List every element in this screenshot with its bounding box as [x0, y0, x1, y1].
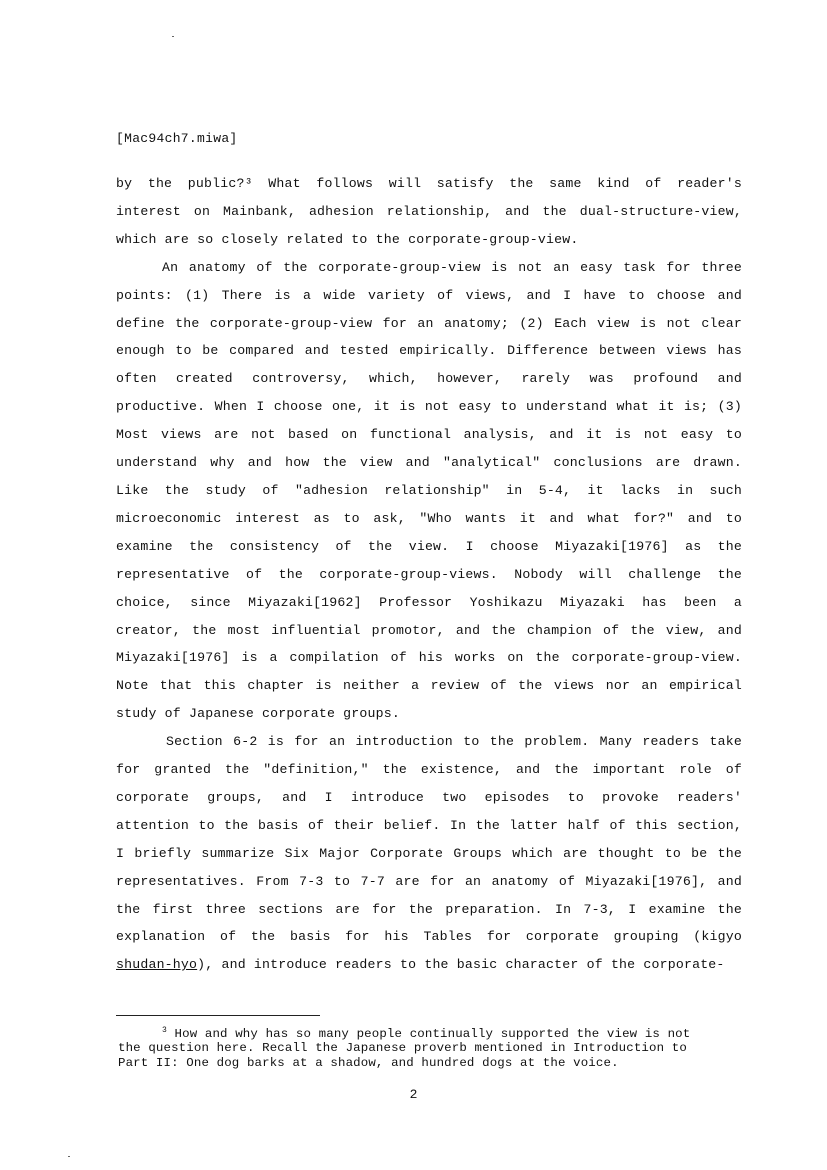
body-line: study of Japanese corporate groups.: [116, 706, 400, 722]
body-line: which are so closely related to the corporate-group-view.: [116, 231, 579, 247]
body-line: Note that this chapter is neither a review of the views nor an empirical: [116, 678, 742, 694]
file-tag-header: [Mac94ch7.miwa]: [116, 131, 238, 146]
body-line: representatives. From 7-3 to 7-7 are for an anatomy of Miyazaki[1976], and: [116, 873, 742, 889]
body-line: Section 6-2 is for an introduction to the problem. Many readers take: [166, 734, 742, 750]
body-line: microeconomic interest as to ask, "Who wants it and what for?" and to: [116, 510, 742, 526]
footnote-line: [118, 1027, 744, 1041]
scan-speck: [172, 36, 174, 37]
footnote: [118, 1027, 744, 1070]
footnote-line: the question here. Recall the Japanese proverb mentioned in Introduction to: [118, 1041, 687, 1056]
body-line: I briefly summarize Six Major Corporate Groups which are thought to be the: [116, 845, 742, 861]
body-line: by the public?³ What follows will satisfy the same kind of reader's: [116, 176, 742, 191]
body-line: choice, since Miyazaki[1962] Professor Yoshikazu Miyazaki has been a: [116, 594, 742, 610]
body-line: points: (1) There is a wide variety of views, and I have to choose and: [116, 287, 742, 303]
body-line: attention to the basis of their belief. In the latter half of this section,: [116, 817, 742, 833]
body-line: explanation of the basis for his Tables for corporate grouping (kigyo: [116, 929, 742, 945]
scan-speck: [68, 1156, 70, 1157]
body-line-last: [116, 951, 742, 979]
body-line: understand why and how the view and "analytical" conclusions are drawn.: [116, 455, 742, 471]
footnote-text: How and why has so many people continually supported the view is not: [166, 1027, 691, 1041]
underlined-term: shudan-hyo: [116, 957, 198, 973]
body-line: often created controversy, which, however, rarely was profound and: [116, 371, 742, 387]
body-line: interest on Mainbank, adhesion relationship, and the dual-structure-view,: [116, 203, 742, 219]
body-line: define the corporate-group-view for an anatomy; (2) Each view is not clear: [116, 315, 742, 331]
body-line: An anatomy of the corporate-group-view is not an easy task for three: [162, 259, 742, 275]
body-line: examine the consistency of the view. I choose Miyazaki[1976] as the: [116, 538, 742, 554]
body-line: for granted the "definition," the existence, and the important role of: [116, 762, 742, 778]
body-line-rest: ), and introduce readers to the basic character of the corporate-: [197, 957, 725, 973]
footnote-line: Part II: One dog barks at a shadow, and hundred dogs at the voice.: [118, 1055, 619, 1070]
body-line: enough to be compared and tested empirically. Difference between views has: [116, 343, 742, 359]
footnote-marker: 3: [162, 1025, 167, 1035]
body-line: Most views are not based on functional analysis, and it is not easy to: [116, 427, 742, 443]
body-line: the first three sections are for the preparation. In 7-3, I examine the: [116, 901, 742, 917]
body-line: Like the study of "adhesion relationship" in 5-4, it lacks in such: [116, 482, 742, 498]
page-number: 2: [409, 1087, 418, 1102]
body-line: productive. When I choose one, it is not easy to understand what it is; (3): [116, 399, 742, 415]
body-line: corporate groups, and I introduce two episodes to provoke readers': [116, 789, 742, 805]
body-text: [116, 170, 742, 979]
footnote-separator: [116, 1015, 320, 1016]
body-line: creator, the most influential promotor, and the champion of the view, and: [116, 622, 742, 638]
body-line: Miyazaki[1976] is a compilation of his works on the corporate-group-view.: [116, 650, 742, 666]
body-line: representative of the corporate-group-views. Nobody will challenge the: [116, 566, 742, 582]
